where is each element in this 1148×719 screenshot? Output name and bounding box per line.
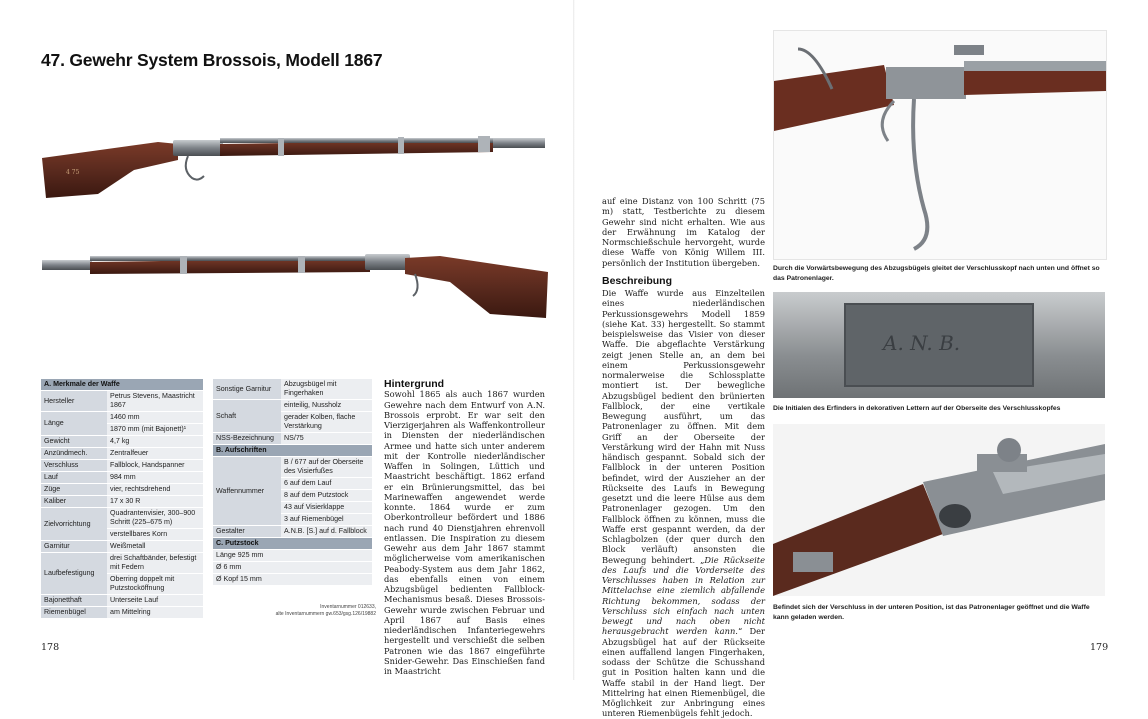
table-row [213,562,372,574]
page-number-left: 178 [41,642,60,653]
table-value-cell: 43 auf Visierklappe [281,502,372,514]
table-row [41,595,203,607]
background-section [384,379,545,676]
table-value-cell: am Mittelring [107,607,203,619]
continued-text: auf eine Distanz von 100 Schritt (75 m) statt, Testberichte zu diesem Gewehr sind nicht erhalten. Wie aus der Erwähnung im Katalog der Normschießschule hervorgeht, wurde diese Waffe von König Willem III. persönlich der Institution übergeben. [602,196,765,268]
table-value-cell: 3 auf Riemenbügel [281,514,372,526]
description-body: Die Waffe wurde aus Einzelteilen eines niederländischen Perkussionsgewehrs Modell 1859 (siehe Kat. 33) hergestellt. So stammt beispielsweise das Visier von dieser Waffe. Die abgeflachte Verstärkung zeigt jenen Stelle an, an dem bei einem Perkussionsgewehr normalerweise die Schlossplatte montiert ist. Der bewegliche Abzugsbügel bedient den brünierten Fallblock, der eine vertikale Bewegung ausführt, um das Patronenlager zu öffnen. Mit dem Griff an der Oberseite der Verstärkung wird der Hahn mit Nuss händisch gespannt. Sobald sich der Fallblock in der unteren Position befindet, wird der Auszieher an der Rückseite des Laufs in Bewegung gesetzt und die leere Hülse aus dem Patronenlager gezogen. Um den Fallblock öffnen zu können, muss die Waffe erst gespannt werden, da der Schlagbolzen (der quer durch den Block verläuft) ansonsten die Bewegung behindert. „Die Rückseite des Laufs und die Vorderseite des Verschlusses haben in Relation zur Mittelachse eine ziemlich abfallende Richtung bekommen, sodass der Verschluss sich einfach nach unten bewegt und nach oben nicht herausgebracht werden kann.“ Der Abzugsbügel hat auf der Rückseite einen auffallend langen Fingerhaken, sodass der Schütze die Schusshand gut in Position halten kann und die Waffe stabil in der Hand liegt. Der Mittelring hat einen Riemenbügel, die Möglichkeit zur Anbringung eines unteren Riemenbügels fehlt jedoch. [602,288,766,719]
table-row [41,448,203,460]
table-key-cell: Gewicht [41,436,107,448]
table-key-cell: Kaliber [41,496,107,508]
table-section-header [213,445,372,457]
table-value-cell: gerader Kolben, flache Verstärkung [281,412,372,433]
photo-engraving [773,292,1105,398]
table-value-cell: Unterseite Lauf [107,595,203,607]
table-value-cell: Länge 925 mm [213,550,372,562]
photo2-caption: Die Initialen des Erfinders in dekorativen Lettern auf der Oberseite des Verschlusskopfes [773,405,1061,412]
table-value-cell: A.N.B. [S.] auf d. Fallblock [281,526,372,538]
background-heading: Hintergrund [384,378,445,390]
table-row [41,460,203,472]
table-section-header [41,379,203,391]
table-key-cell: Laufbefestigung [41,553,107,595]
features-table [41,379,203,619]
table-value-cell: 1460 mm [107,412,203,424]
photo-trigger-guard [773,30,1107,260]
table-key-cell: Anzündmech. [41,448,107,460]
table-key-cell: Zielvorrichtung [41,508,107,541]
table-value-cell: 984 mm [107,472,203,484]
page-number-right: 179 [1090,642,1109,653]
photo1-caption: Durch die Vorwärtsbewegung des Abzugsbügels gleitet der Verschlusskopf nach unten und öffnet so das Patronenlager. [773,265,1100,282]
table-key-cell: Länge [41,412,107,436]
table-value-cell: Oberring doppelt mit Putzstocköffnung [107,574,203,595]
table-key-cell: Schaft [213,400,281,433]
stock-mark-text: 4 75 [66,169,80,176]
description-heading: Beschreibung [602,274,673,287]
page-title: 47. Gewehr System Brossois, Modell 1867 [41,50,383,70]
photo-open-breech [773,424,1105,596]
table-value-cell: 8 auf dem Putzstock [281,490,372,502]
table-key-cell: Garnitur [41,541,107,553]
table-row [41,391,203,412]
table-header-cell: C. Putzstock [213,538,372,550]
table-value-cell: 6 auf dem Lauf [281,478,372,490]
table-value-cell: verstellbares Korn [107,529,203,541]
table-value-cell: einteilig, Nussholz [281,400,372,412]
table-header-cell: A. Merkmale der Waffe [41,379,203,391]
table-value-cell: Weißmetall [107,541,203,553]
description-quote: Die Rückseite des Laufs und die Vorderseite des Verschlusses haben in Relation zur Mittelachse eine ziemlich abfallende Richtung bekommen, sodass der Verschluss sich einfach nach unten bewegt und nach oben nicht herausgebracht werden kann. [602,554,766,637]
table-row [41,496,203,508]
table-key-cell: Gestalter [213,526,281,538]
table-key-cell: Züge [41,484,107,496]
table-row [213,379,372,400]
table-row [41,484,203,496]
table-value-cell: Zentralfeuer [107,448,203,460]
description-section [602,196,765,719]
table-row [41,541,203,553]
table-value-cell: Abzugsbügel mit Fingerhaken [281,379,372,400]
table-value-cell: Ø 6 mm [213,562,372,574]
table-header-cell: B. Aufschriften [213,445,372,457]
table-row [41,607,203,619]
table-row [213,526,372,538]
table-value-cell: 17 x 30 R [107,496,203,508]
rifle-image-left-side [38,126,550,202]
table-key-cell: Bajonetthaft [41,595,107,607]
table-key-cell: Verschluss [41,460,107,472]
table-value-cell: Ø Kopf 15 mm [213,574,372,586]
table-row [213,550,372,562]
photo3-caption: Befindet sich der Verschluss in der unteren Position, ist das Patronenlager geöffnet und die Waffe kann geladen werden. [773,604,1090,621]
table-value-cell: B / 677 auf der Oberseite des Visierfußes [281,457,372,478]
table-value-cell: drei Schaftbänder, befestigt mit Federn [107,553,203,574]
table-key-cell: Lauf [41,472,107,484]
table-row [41,553,203,574]
page-spine [573,0,575,680]
table-row [41,412,203,424]
table-value-cell: Quadrantenvisier, 300–900 Schritt (225–675 m) [107,508,203,529]
inscriptions-table [213,379,372,586]
table-row [41,508,203,529]
table-row [41,436,203,448]
table-value-cell: 1870 mm (mit Bajonett)¹ [107,424,203,436]
engraving-text: A. N. B. [883,331,961,355]
table-value-cell: 4,7 kg [107,436,203,448]
table-value-cell: Fallblock, Handspanner [107,460,203,472]
table-row [41,472,203,484]
inventory-note: Inventarnummer 012633, alte Inventarnummern gw.653/gsg.126/19882 [275,604,376,617]
table-row [213,433,372,445]
table-key-cell: Waffennummer [213,457,281,526]
rifle-image-right-side [40,248,550,320]
table-row [213,400,372,412]
table-row [213,574,372,586]
table-key-cell: Sonstige Garnitur [213,379,281,400]
table-section-header [213,538,372,550]
table-value-cell: NS/75 [281,433,372,445]
table-value-cell: vier, rechtsdrehend [107,484,203,496]
table-key-cell: NSS-Bezeichnung [213,433,281,445]
table-key-cell: Hersteller [41,391,107,412]
background-body: Sowohl 1865 als auch 1867 wurden Gewehre nach dem Entwurf von A.N. Brossois erprobt. Er war seit den Vierzigerjahren als Waffenkontrolleur in Diensten der niederländischen Armee und hatte sich unter anderem mit der Kontrolle niederländischer Waffen in Solingen, Lüttich und Maastricht beschäftigt. 1862 erfand er ein Brünierungsmittel, das bei Marinewaffen angewendet werde konnte. 1864 wurde er zum Oberkontrolleur befördert und 1886 nach rund 40 Dienstjahren ehrenvoll entlassen. Die Inspiration zu diesem Gewehr aus dem Jahr 1867 stammt möglicherweise vom amerikanischen Peabody-System aus dem Jahr 1862, das ebenfalls einen von einem Abzugsbügel bedienten Fallblock-Mechanismus besaß. Dieses Brossois-Gewehr wurde zwischen Februar und April 1867 auf Basis eines niederländischen Infanteriegewehrs hergestellt und verschießt die selben Patronen wie das 1867 eingeführte Snider-Gewehr. Das Einschießen fand in Maastricht [384,389,545,676]
table-value-cell: Petrus Stevens, Maastricht 1867 [107,391,203,412]
table-key-cell: Riemenbügel [41,607,107,619]
table-row [213,457,372,478]
